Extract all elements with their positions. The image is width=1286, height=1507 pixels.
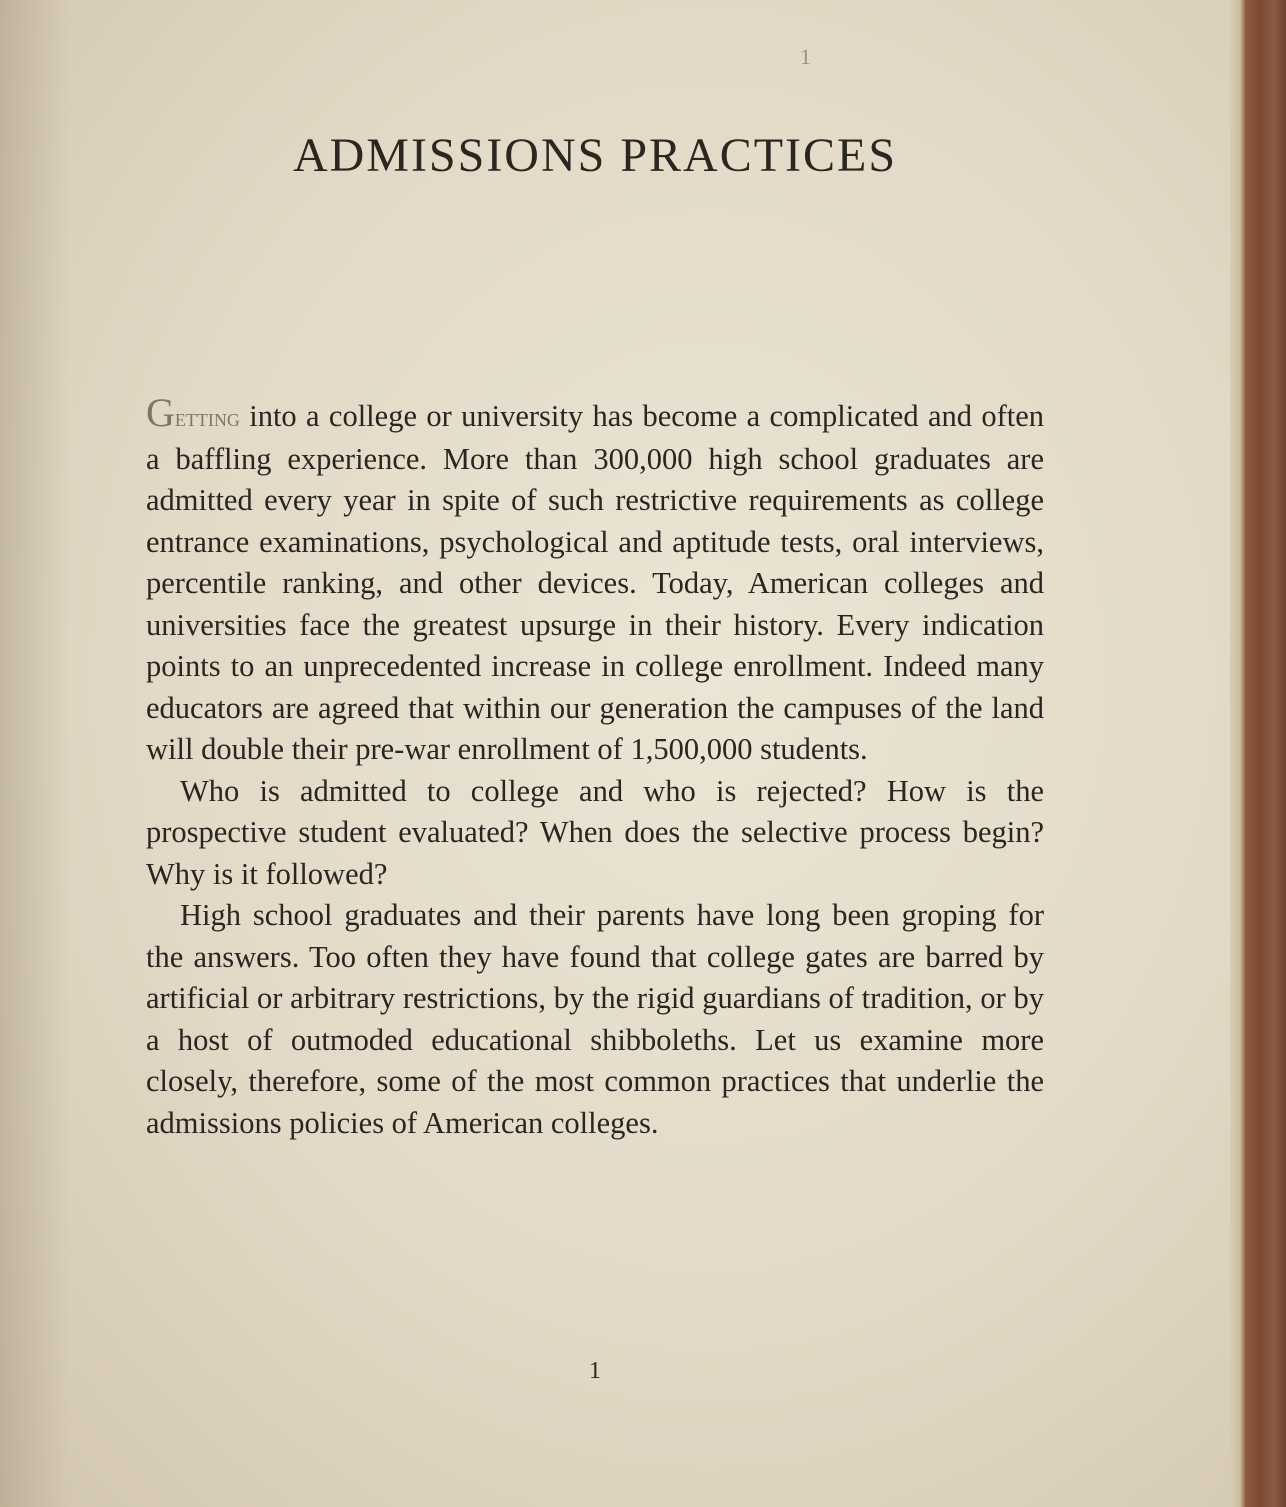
paragraph-1	[146, 392, 1044, 771]
chapter-body	[146, 392, 1044, 1144]
drop-cap: G	[146, 390, 175, 435]
opening-small-caps: etting	[174, 403, 240, 432]
top-folio-mark: 1	[800, 44, 811, 69]
page-number: 1	[589, 1358, 601, 1384]
chapter-title: ADMISSIONS PRACTICES	[292, 129, 898, 182]
page-gutter-shadow	[0, 0, 70, 1507]
paragraph-3: High school graduates and their parents have long been groping for the answers. Too often they have found that college gates are barred by artificial or arbitrary restrictions, by the rigid guardians of tradition, or by a host of outmoded educational shibboleths. Let us examine more closely, therefore, some of the most common practices that underlie the admissions policies of American colleges.	[146, 898, 1044, 1140]
paragraph-1-text: into a college or university has become a complicated and often a baffling experience. More than 300,000 high school graduates are admitted every year in spite of such restrictive requirements as college entrance examinations, psychological and aptitude tests, oral interviews, percentile ranking, and other devices. Today, American colleges and universities face the greatest upsurge in their history. Every indication points to an unprecedented increase in college enrollment. Indeed many educators are agreed that within our generation the campuses of the land will double their pre-war enrollment of 1,500,000 students.	[146, 399, 1044, 766]
book-cover-edge	[1230, 0, 1286, 1507]
paragraph-2: Who is admitted to college and who is rejected? How is the prospective student evaluated? When does the selective process begin? Why is it followed?	[146, 773, 1044, 891]
